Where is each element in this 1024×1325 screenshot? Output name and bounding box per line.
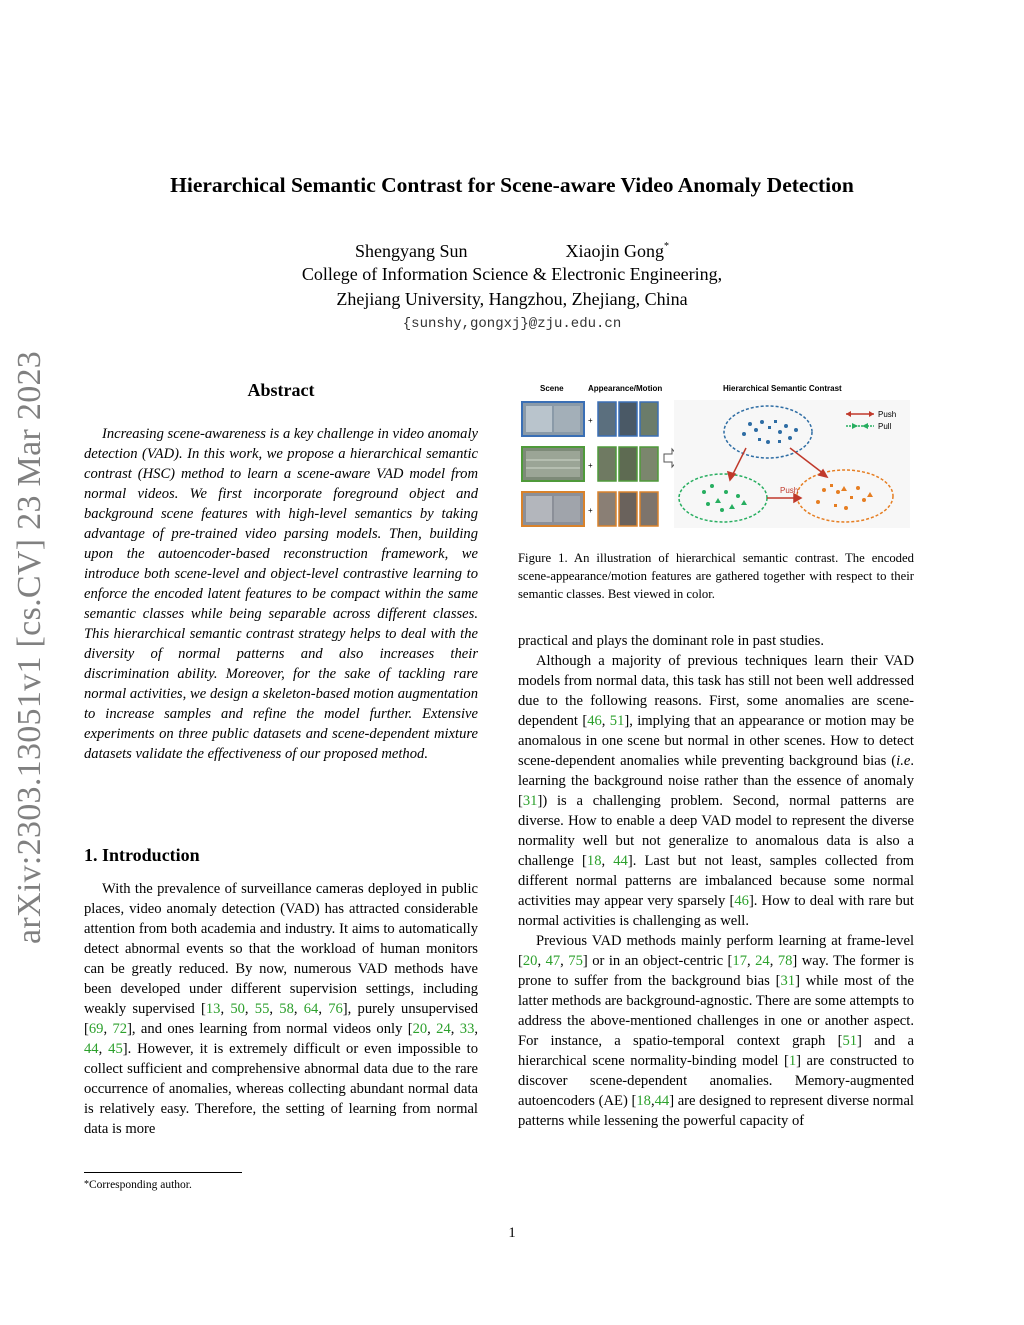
text-run: . learning the background noise rather than the essence of anomaly [ bbox=[518, 753, 914, 809]
text-run: Previous VAD methods mainly perform learning at frame-level [ bbox=[518, 933, 914, 969]
citation-link[interactable]: 13 bbox=[205, 1001, 221, 1017]
arxiv-stamp-text: arXiv:2303.13051v1 [cs.CV] 23 Mar 2023 bbox=[11, 350, 48, 944]
citation-link[interactable]: 47 bbox=[545, 953, 561, 969]
figure-1 bbox=[518, 380, 914, 530]
citation-link[interactable]: 24 bbox=[755, 953, 770, 969]
text-run: ]) is a challenging problem. Second, normal patterns are diverse. How to enable a deep VAD model to represent the diverse normality well but not generalize to anomalous data is also a challenge [ bbox=[518, 793, 914, 869]
citation-link[interactable]: 44 bbox=[613, 853, 628, 869]
affiliation-line-1: College of Information Science & Electronic Engineering, bbox=[301, 264, 723, 284]
contrast-panel bbox=[674, 400, 910, 528]
citation-link[interactable]: 58 bbox=[279, 1001, 294, 1017]
affiliation-line-2: Zhejiang University, Hangzhou, Zhejiang, China bbox=[336, 289, 688, 309]
appearance-crops-row-3 bbox=[598, 492, 658, 526]
citation-link[interactable]: 75 bbox=[568, 953, 583, 969]
authors bbox=[0, 241, 1024, 262]
citation-link[interactable]: 69 bbox=[88, 1021, 104, 1037]
text-run: ]. However, it is extremely difficult or even impossible to collect sufficient and comprehensive abnormal data due to the rare occurrence of anomalies, whereas collecting abundant normal data is relatively easy. Therefore, the setting of learning from normal data is more bbox=[84, 1041, 479, 1137]
footnote bbox=[84, 1179, 192, 1191]
text-run: ]. Last but not least, samples collected from different normal patterns are imbalanced because some normal activities may appear very sparsely [ bbox=[518, 853, 915, 909]
citation-link[interactable]: 1 bbox=[788, 1053, 797, 1069]
text-run: With the prevalence of surveillance cameras deployed in public places, video anomaly detection (VAD) has attracted considerable attention from both academia and industry. It aims to automatically detect abnormal events so that the workload of human monitors can be greatly reduced. By now, numerous VAD methods have been developed under different supervision settings, including weakly supervised [ bbox=[84, 881, 478, 1017]
push-label: Push bbox=[780, 486, 799, 495]
citation-link[interactable]: 78 bbox=[777, 953, 793, 969]
legend-pull: Pull bbox=[878, 422, 892, 431]
citation-link[interactable]: 18 bbox=[586, 853, 602, 869]
page-number: 1 bbox=[508, 1225, 516, 1241]
footnote-divider bbox=[84, 1172, 242, 1173]
text-run: ] or in an object-centric [ bbox=[582, 953, 733, 969]
appearance-crops-row-2 bbox=[598, 447, 658, 481]
right-column-body bbox=[518, 631, 914, 1131]
section-heading-introduction: 1. Introduction bbox=[84, 845, 200, 865]
appearance-crops-row-1 bbox=[598, 402, 658, 436]
text-run: ] and a hierarchical scene normality-binding model [ bbox=[518, 1033, 914, 1069]
text-run: ] are designed to represent diverse normal patterns while lessening the powerful capacity of bbox=[518, 1093, 914, 1129]
text-run: ]. How to deal with rare but normal activities is challenging as well. bbox=[518, 893, 914, 929]
plus-sign: + bbox=[588, 506, 593, 515]
text-run: Although a majority of previous techniques learn their VAD models from normal data, this task has still not been well addressed due to the following reasons. First, some anomalies are scene-dependent [ bbox=[518, 653, 914, 729]
scene-thumbnail-green bbox=[522, 447, 584, 481]
text-run: ], purely unsupervised [ bbox=[84, 1001, 479, 1037]
text-run: ], implying that an appearance or motion may be anomalous in one scene but normal in other scenes. How to detect scene-dependent anomalies while preventing background bias ( bbox=[518, 713, 915, 769]
figure-label-appearance-motion: Appearance/Motion bbox=[588, 384, 663, 393]
citation-link[interactable]: 24 bbox=[436, 1021, 451, 1037]
legend-push: Push bbox=[878, 410, 897, 419]
right-paragraph-2: Previous VAD methods mainly perform learning at frame-level [20, 47, 75] or in an object-centric [17, 24, 78] way. The former is prone to suffer from the background bias [31] while most of the latter methods are background-agnostic. There are some attempts to address the above-mentioned challenges in one or another aspect. For instance, a spatio-temporal context graph [51] and a hierarchical scene normality-binding model [1] are constructed to discover scene-dependent anomalies. Memory-augmented autoencoders (AE) [18,44] are designed to represent diverse normal patterns while lessening the powerful capacity of bbox=[518, 933, 914, 1129]
arxiv-stamp[interactable] bbox=[10, 348, 50, 948]
author-2-name: Xiaojin Gong bbox=[565, 241, 664, 261]
intro-paragraph-1: With the prevalence of surveillance cameras deployed in public places, video anomaly detection (VAD) has attracted considerable attention from both academia and industry. It aims to automatically detect abnormal events so that the workload of human monitors can be greatly reduced. By now, numerous VAD methods have been developed under different supervision settings, including weakly supervised [13, 50, 55, 58, 64, 76], purely unsupervised [69, 72], and ones learning from normal videos only [20, 24, 33, 44, 45]. However, it is extremely difficult or even impossible to collect sufficient and comprehensive abnormal data due to the rare occurrence of anomalies, whereas collecting abundant normal data is relatively easy. Therefore, the setting of learning from normal data is more bbox=[84, 881, 479, 1137]
citation-link[interactable]: 18 bbox=[636, 1093, 651, 1109]
citation-link[interactable]: 17 bbox=[732, 953, 747, 969]
figure-caption: Figure 1. An illustration of hierarchical semantic contrast. The encoded scene-appearance/motion features are gathered together with respect to their semantic classes. Best viewed in color. bbox=[518, 551, 914, 601]
citation-link[interactable]: 72 bbox=[112, 1021, 128, 1037]
citation-link[interactable]: 55 bbox=[254, 1001, 270, 1017]
text-run: ] way. The former is prone to suffer from the background bias [ bbox=[518, 953, 914, 989]
figure-label-scene: Scene bbox=[540, 384, 564, 393]
citation-link[interactable]: 31 bbox=[522, 793, 538, 809]
citation-link[interactable]: 44 bbox=[654, 1093, 670, 1109]
citation-link[interactable]: 64 bbox=[303, 1001, 319, 1017]
right-paragraph-1: Although a majority of previous techniques learn their VAD models from normal data, this task has still not been well addressed due to the following reasons. First, some anomalies are scene-dependent [46, 51], implying that an appearance or motion may be anomalous in one scene but normal in other scenes. How to detect scene-dependent anomalies while preventing background bias (i.e. learning the background noise rather than the essence of anomaly [31]) is a challenging problem. Second, normal patterns are diverse. How to enable a deep VAD model to represent the diverse normality well but not generalize to anomalous data is also a challenge [18, 44]. Last but not least, samples collected from different normal patterns are imbalanced because some normal activities may appear very sparsely [46]. How to deal with rare but normal activities is challenging as well. bbox=[518, 653, 915, 929]
figure-label-hsc: Hierarchical Semantic Contrast bbox=[723, 384, 842, 393]
scene-thumbnail-blue bbox=[522, 402, 584, 436]
corresponding-mark: * bbox=[664, 241, 669, 252]
footnote-text: Corresponding author. bbox=[89, 1179, 192, 1191]
footnote-mark: * bbox=[84, 1179, 89, 1190]
text-run: ] are constructed to discover scene-dependent anomalies. Memory-augmented autoencoders (AE) [ bbox=[518, 1053, 914, 1109]
plus-sign: + bbox=[588, 461, 593, 470]
author-1-name: Shengyang Sun bbox=[355, 241, 468, 261]
introduction-body bbox=[84, 879, 478, 1139]
citation-link[interactable]: 46 bbox=[587, 713, 602, 729]
author-2 bbox=[566, 241, 670, 262]
text-run-italic: i.e bbox=[896, 753, 911, 769]
abstract-text: Increasing scene-awareness is a key challenge in video anomaly detection (VAD). In this work, we propose a hierarchical semantic contrast (HSC) method to learn a scene-aware VAD model from normal videos. We first incorporate foreground object and background scene features with high-level semantics by taking advantage of pre-trained video parsing models. Then, building upon the autoencoder-based reconstruction framework, we introduce both scene-level and object-level contrastive learning to enforce the encoded latent features to be compact within the same semantic classes while being separable across different classes. This hierarchical semantic contrast strategy helps to deal with the diversity of normal patterns and also increases their discrimination ability. Moreover, for the sake of tackling rare normal activities, we design a skeleton-based motion augmentation to increase samples and refine the model further. Extensive experiments on three public datasets and scene-dependent mixture datasets validate the effectiveness of our proposed method. bbox=[84, 426, 478, 762]
author-email[interactable]: {sunshy,gongxj}@zju.edu.cn bbox=[402, 316, 622, 332]
abstract-heading: Abstract bbox=[247, 380, 315, 400]
citation-link[interactable]: 20 bbox=[522, 953, 538, 969]
plus-sign: + bbox=[588, 416, 593, 425]
citation-link[interactable]: 50 bbox=[230, 1001, 245, 1017]
citation-link[interactable]: 51 bbox=[842, 1033, 858, 1049]
abstract-body bbox=[84, 424, 478, 764]
scene-thumbnail-orange bbox=[522, 492, 584, 526]
citation-link[interactable]: 46 bbox=[734, 893, 749, 909]
text-run: ] while most of the latter methods are background-agnostic. There are some attempts to address the above-mentioned challenges in one or another aspect. For instance, a spatio-temporal context graph [ bbox=[518, 973, 914, 1049]
right-paragraph-0: practical and plays the dominant role in past studies. bbox=[518, 633, 824, 649]
author-1 bbox=[355, 241, 468, 262]
citation-link[interactable]: 31 bbox=[780, 973, 796, 989]
citation-link[interactable]: 20 bbox=[412, 1021, 428, 1037]
text-run: ], and ones learning from normal videos only [ bbox=[127, 1021, 413, 1037]
citation-link[interactable]: 51 bbox=[609, 713, 625, 729]
citation-link[interactable]: 33 bbox=[459, 1021, 475, 1037]
citation-link[interactable]: 76 bbox=[328, 1001, 343, 1017]
paper-title: Hierarchical Semantic Contrast for Scene-aware Video Anomaly Detection bbox=[170, 173, 854, 197]
citation-link[interactable]: 44 bbox=[84, 1041, 99, 1057]
citation-link[interactable]: 45 bbox=[108, 1041, 123, 1057]
